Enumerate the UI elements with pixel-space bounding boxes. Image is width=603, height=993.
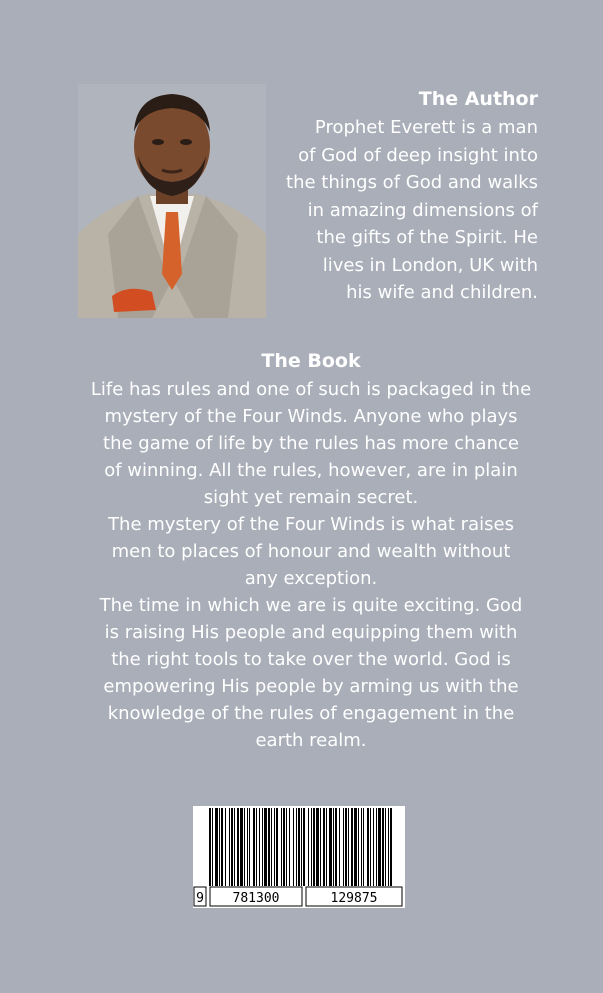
barcode-bar — [276, 808, 278, 892]
barcode-bar — [298, 808, 300, 892]
author-heading: The Author — [418, 88, 538, 110]
barcode-bar — [268, 808, 270, 892]
book-blurb-line: The mystery of the Four Winds is what raises — [108, 514, 514, 535]
book-blurb-line: knowledge of the rules of engagement in the — [107, 703, 515, 724]
barcode-bar — [234, 808, 235, 892]
author-bio-line: his wife and children. — [346, 282, 538, 303]
author-photo — [78, 84, 266, 318]
book-blurb-line: is raising His people and equipping them with — [104, 622, 518, 643]
book-blurb-line: The time in which we are is quite exciting. God — [99, 595, 523, 616]
author-bio — [262, 114, 538, 307]
barcode-bar — [363, 808, 364, 892]
barcode-bar — [308, 808, 309, 892]
barcode-bar — [253, 808, 255, 892]
barcode-bar — [339, 808, 340, 892]
book-blurb-line: empowering His people by arming us with the — [103, 676, 519, 697]
barcode-bar — [219, 808, 220, 892]
barcode-bar — [313, 808, 315, 892]
barcode-bar — [247, 808, 248, 892]
book-blurb-line: of winning. All the rules, however, are in plain — [104, 460, 518, 481]
book-section — [40, 348, 582, 754]
barcode-bar — [296, 808, 297, 892]
barcode-bar — [259, 808, 260, 892]
barcode-bar — [209, 808, 211, 892]
barcode-bar — [212, 808, 213, 892]
barcode-bar — [231, 808, 233, 892]
barcode-bar — [373, 808, 374, 892]
barcode-bar — [271, 808, 272, 892]
barcode-bar — [225, 808, 226, 892]
barcode-bar — [281, 808, 282, 892]
author-section — [262, 86, 538, 307]
barcode-bar — [237, 808, 239, 892]
barcode-bar — [264, 808, 267, 892]
barcode-bar — [348, 808, 349, 892]
barcode-bar — [311, 808, 312, 892]
barcode-bar — [326, 808, 327, 892]
barcode-bar — [221, 808, 223, 892]
barcode-bar — [283, 808, 285, 892]
book-blurb — [40, 376, 582, 754]
barcode-bar — [215, 808, 218, 892]
barcode-bar — [256, 808, 257, 892]
barcode-bar — [367, 808, 369, 892]
barcode-bar — [351, 808, 353, 892]
isbn-barcode — [193, 806, 405, 908]
book-blurb-line: the game of life by the rules has more chance — [103, 433, 519, 454]
book-blurb-line: any exception. — [244, 568, 378, 589]
barcode-bar — [378, 808, 381, 892]
barcode-bar — [249, 808, 250, 892]
barcode-bar — [323, 808, 325, 892]
barcode-bar — [229, 808, 230, 892]
book-blurb-line: earth realm. — [255, 730, 367, 751]
author-portrait-image — [78, 84, 266, 318]
author-bio-line: of God of deep insight into — [298, 144, 538, 166]
barcode-bar — [262, 808, 263, 892]
barcode-graphic — [193, 806, 405, 908]
barcode-bar — [320, 808, 321, 892]
barcode-bar — [301, 808, 302, 892]
book-blurb-line: Life has rules and one of such is packaged in the — [90, 379, 532, 400]
barcode-bar — [361, 808, 362, 892]
book-blurb-line: sight yet remain secret. — [203, 487, 419, 508]
barcode-bar — [329, 808, 332, 892]
book-blurb-line: the right tools to take over the world. God is — [111, 649, 511, 670]
book-blurb-line: men to places of honour and wealth without — [111, 541, 511, 562]
barcode-bar — [316, 808, 319, 892]
barcode-bar — [286, 808, 287, 892]
author-bio-line: in amazing dimensions of — [307, 199, 538, 221]
author-bio-line: the things of God and walks — [286, 172, 538, 193]
barcode-group2: 129875 — [330, 891, 378, 906]
barcode-bar — [343, 808, 344, 892]
barcode-bar — [354, 808, 357, 892]
book-heading: The Book — [261, 350, 361, 372]
author-bio-line: lives in London, UK with — [322, 254, 538, 276]
barcode-bar — [240, 808, 243, 892]
barcode-group1: 781300 — [232, 891, 280, 906]
barcode-bar — [303, 808, 305, 892]
barcode-bar — [388, 808, 389, 892]
barcode-bar — [390, 808, 392, 892]
barcode-bar — [385, 808, 386, 892]
barcode-bar — [335, 808, 337, 892]
barcode-bar — [382, 808, 384, 892]
barcode-bar — [293, 808, 294, 892]
barcode-bar — [370, 808, 371, 892]
author-bio-line: the gifts of the Spirit. He — [316, 227, 538, 248]
author-bio-line: Prophet Everett is a man — [314, 117, 538, 138]
barcode-bar — [376, 808, 377, 892]
barcode-bar — [274, 808, 275, 892]
barcode-bar — [358, 808, 359, 892]
barcode-bar — [333, 808, 334, 892]
book-blurb-line: mystery of the Four Winds. Anyone who plays — [104, 406, 518, 427]
barcode-prefix: 9 — [196, 891, 204, 906]
barcode-bar — [244, 808, 245, 892]
barcode-bar — [345, 808, 347, 892]
barcode-bar — [289, 808, 290, 892]
barcode-bars — [209, 808, 392, 892]
